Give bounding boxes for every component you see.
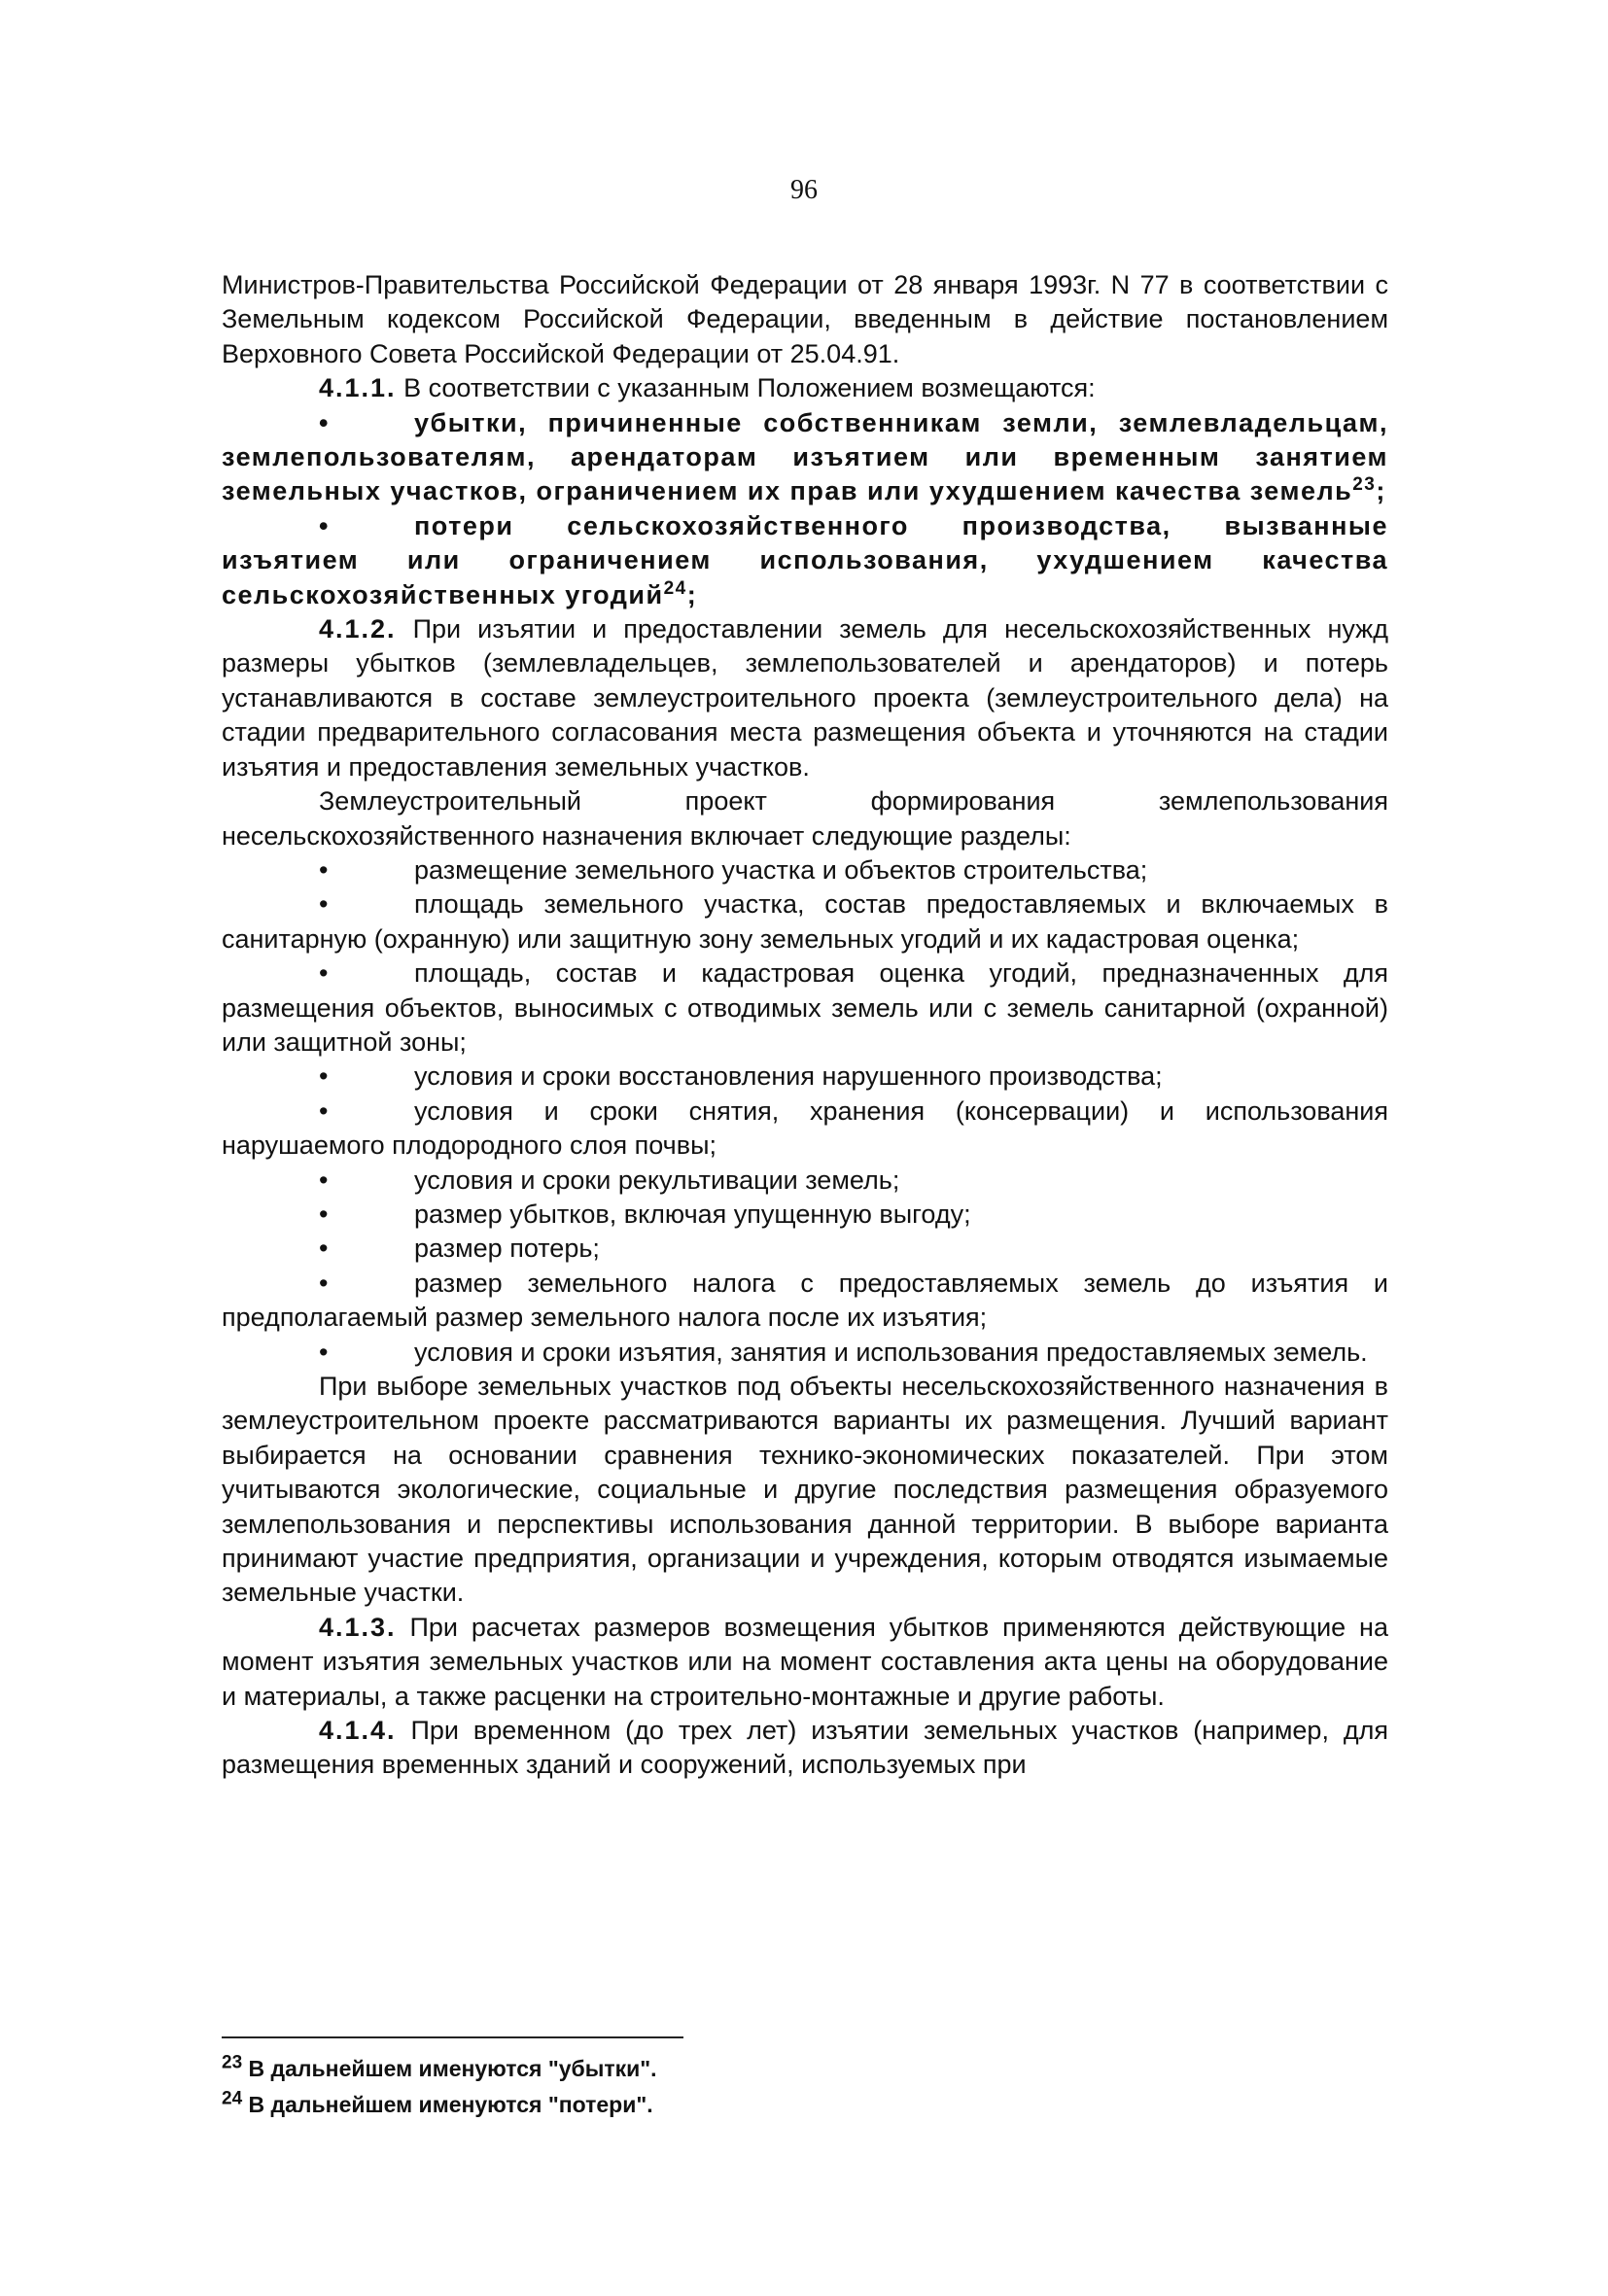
footnote-text: В дальнейшем именуются "убытки". (248, 2056, 657, 2081)
bullet-icon: • (319, 1234, 329, 1264)
list-item-text: условия и сроки снятия, хранения (консервации) и использования нарушаемого плодородного слоя почвы; (222, 1096, 1388, 1161)
bullet-icon: • (319, 958, 329, 989)
footnotes (222, 2051, 1388, 2123)
footnote-ref: 23 (1352, 474, 1377, 496)
section-number: 4.1.3. (319, 1612, 397, 1642)
list-item-text: условия и сроки изъятия, занятия и использования предоставляемых земель. (414, 1337, 1368, 1367)
bullet-text: потери сельскохозяйственного производства, вызванные изъятием или ограничением использования, ухудшением качества сельскохозяйственных угодий (222, 510, 1388, 609)
section-text: При изъятии и предоставлении земель для несельскохозяйственных нужд размеры убытков (землевладельцев, землепользователей и арендаторов) и потерь устанавливаются в составе землеустроительного проекта (землеустроительного дела) на стадии предварительного согласования места размещения объекта и уточняются на стадии изъятия и предоставления земельных участков. (222, 614, 1388, 782)
page-body (222, 268, 1388, 1783)
bullet-icon: • (319, 407, 330, 437)
page-number: 96 (790, 175, 818, 205)
bullet-icon: • (319, 889, 329, 920)
list-item-text: размер земельного налога с предоставляемых земель до изъятия и предполагаемый размер земельного налога после их изъятия; (222, 1268, 1388, 1333)
bullet-text: убытки, причиненные собственникам земли, землевладельцам, землепользователям, арендаторам изъятием или временным занятием земельных участков, ограничением их прав или ухудшением качества земель (222, 407, 1388, 506)
footnote-mark: 24 (222, 2088, 243, 2109)
footnote (222, 2087, 1388, 2123)
bullet-icon: • (319, 854, 329, 885)
intro-paragraph: Министров-Правительства Российской Федерации от 28 января 1993г. N 77 в соответствии с Земельным кодексом Российской Федерации, введенным в действие постановлением Верховного Совета Российской Федерации от 25.04.91. (222, 270, 1388, 368)
bullet-icon: • (319, 1096, 329, 1126)
list-item (222, 1164, 1388, 1198)
section-4-1-1 (222, 371, 1388, 405)
list-item-text: размер убытков, включая упущенную выгоду; (414, 1199, 971, 1229)
list-item (222, 1095, 1388, 1164)
list-item-text: условия и сроки рекультивации земель; (414, 1165, 900, 1195)
section-text: При расчетах размеров возмещения убытков применяются действующие на момент изъятия земельных участков или на момент составления акта цены на оборудование и материалы, а также расценки на строительно-монтажные и другие работы. (222, 1612, 1388, 1711)
section-text: В соответствии с указанным Положением возмещаются: (403, 373, 1096, 403)
punctuation: ; (686, 579, 698, 609)
section-4-1-3 (222, 1611, 1388, 1714)
bullet-icon: • (319, 1268, 329, 1298)
list-item (222, 853, 1388, 887)
section-number: 4.1.4. (319, 1716, 397, 1746)
list-item-text: размещение земельного участка и объектов строительства; (414, 854, 1148, 885)
section-number: 4.1.1. (319, 373, 397, 403)
section-4-1-4 (222, 1714, 1388, 1783)
list-item (222, 957, 1388, 1060)
section-number: 4.1.2. (319, 614, 397, 644)
list-item-text: размер потерь; (414, 1234, 600, 1264)
footnote-ref: 24 (663, 577, 687, 599)
list-item (222, 1232, 1388, 1266)
list-item-text: площадь земельного участка, состав предоставляемых и включаемых в санитарную (охранную) или защитную зону земельных угодий и их кадастровая оценка; (222, 889, 1388, 954)
bullet-icon: • (319, 1199, 329, 1229)
section-text: При временном (до трех лет) изъятии земельных участков (например, для размещения временных зданий и сооружений, используемых при (222, 1716, 1388, 1780)
footnote-text: В дальнейшем именуются "потери". (248, 2092, 653, 2117)
bold-bullet-losses (222, 406, 1388, 509)
list-item (222, 1336, 1388, 1370)
variants-paragraph: При выборе земельных участков под объекты несельскохозяйственного назначения в землеустроительном проекте рассматриваются варианты их размещения. Лучший вариант выбирается на основании сравнения технико-экономических показателей. При этом учитываются экологические, социальные и другие последствия размещения образуемого землепользования и перспективы использования данной территории. В выборе варианта принимают участие предприятия, организации и учреждения, которым отводятся изымаемые земельные участки. (222, 1372, 1388, 1608)
list-item (222, 887, 1388, 957)
section-4-1-2 (222, 612, 1388, 784)
list-item-text: условия и сроки восстановления нарушенного производства; (414, 1061, 1163, 1092)
footnote-divider (222, 2036, 683, 2038)
bullet-icon: • (319, 510, 330, 540)
list-item (222, 1198, 1388, 1232)
list-item-text: площадь, состав и кадастровая оценка угодий, предназначенных для размещения объектов, выносимых с отводимых земель или с земель санитарной (охранной) или защитной зоны; (222, 958, 1388, 1057)
project-intro-paragraph: Землеустроительный проект формирования землепользования несельскохозяйственного назначения включает следующие разделы: (222, 786, 1388, 851)
bullet-icon: • (319, 1337, 329, 1367)
bullet-icon: • (319, 1165, 329, 1195)
footnote-mark: 23 (222, 2052, 243, 2073)
bullet-icon: • (319, 1061, 329, 1092)
bold-bullet-production-losses (222, 509, 1388, 612)
list-item (222, 1060, 1388, 1094)
punctuation: ; (1376, 476, 1386, 506)
list-item (222, 1267, 1388, 1336)
footnote (222, 2051, 1388, 2087)
